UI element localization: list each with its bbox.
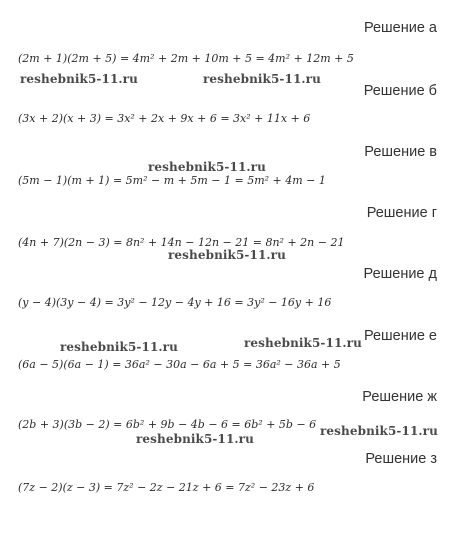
solution-heading-g: Решение г	[366, 205, 437, 221]
solution-equation-zh: (2b + 3)(3b − 2) = 6b² + 9b − 4b − 6 = 6b² + 5b − 6	[18, 418, 317, 431]
watermark-text: reshebnik5-11.ru	[203, 72, 321, 86]
solution-equation-z: (7z − 2)(z − 3) = 7z² − 2z − 21z + 6 = 7z² − 23z + 6	[18, 481, 315, 494]
watermark-text: reshebnik5-11.ru	[20, 72, 138, 86]
watermark-text: reshebnik5-11.ru	[136, 432, 254, 446]
solution-equation-d: (y − 4)(3y − 4) = 3y² − 12y − 4y + 16 = 3y² − 16y + 16	[18, 296, 332, 309]
solution-equation-g: (4n + 7)(2n − 3) = 8n² + 14n − 12n − 21 = 8n² + 2n − 21	[18, 236, 345, 249]
watermark-text: reshebnik5-11.ru	[244, 336, 362, 350]
watermark-text: reshebnik5-11.ru	[60, 340, 178, 354]
watermark-text: reshebnik5-11.ru	[168, 248, 286, 262]
solution-equation-e: (6a − 5)(6a − 1) = 36a² − 30a − 6a + 5 = 36a² − 36a + 5	[18, 358, 341, 371]
solution-heading-zh: Решение ж	[362, 389, 437, 405]
solution-equation-v: (5m − 1)(m + 1) = 5m² − m + 5m − 1 = 5m² + 4m − 1	[18, 174, 326, 187]
solution-heading-d: Решение д	[363, 266, 437, 282]
solution-heading-a: Решение а	[363, 20, 437, 36]
watermark-text: reshebnik5-11.ru	[148, 160, 266, 174]
solution-heading-b: Решение б	[363, 83, 437, 99]
solution-equation-a: (2m + 1)(2m + 5) = 4m² + 2m + 10m + 5 = 4m² + 12m + 5	[18, 52, 354, 65]
solution-heading-v: Решение в	[364, 144, 437, 160]
solution-equation-b: (3x + 2)(x + 3) = 3x² + 2x + 9x + 6 = 3x² + 11x + 6	[18, 112, 311, 125]
solution-heading-z: Решение з	[365, 451, 437, 467]
watermark-text: reshebnik5-11.ru	[320, 424, 438, 438]
solution-heading-e: Решение е	[363, 328, 437, 344]
